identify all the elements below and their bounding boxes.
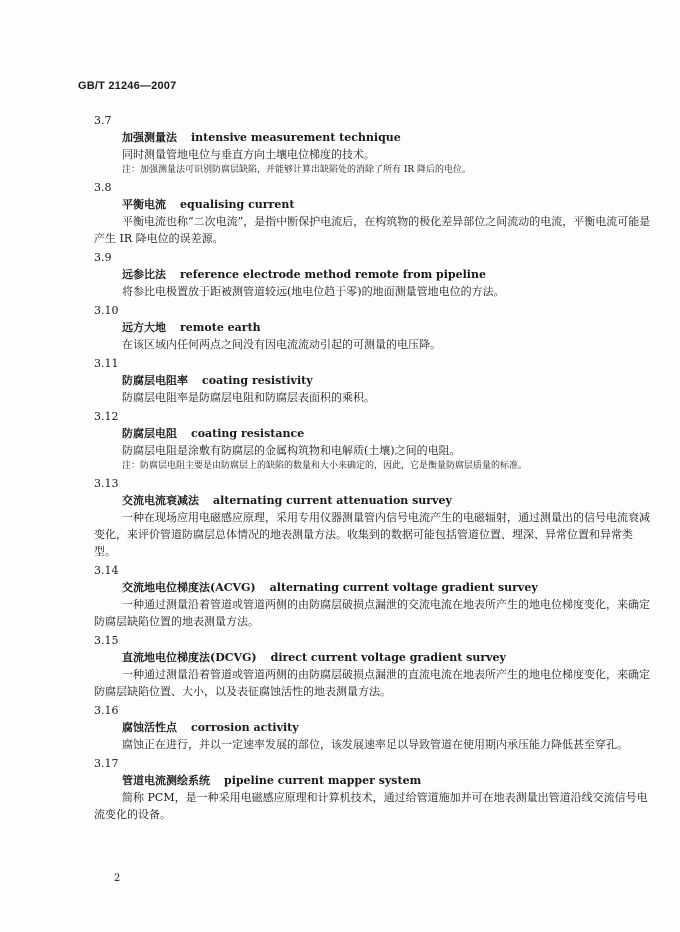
term-number: 3.7 — [94, 114, 112, 127]
term-english: direct current voltage gradient survey — [270, 651, 506, 664]
term-number: 3.13 — [94, 477, 119, 490]
term-entry — [94, 755, 654, 823]
term-definition: 一种在现场应用电磁感应原理，采用专用仪器测量管内信号电流产生的电磁辐射，通过测量出的信号电流衰减变化，来评价管道防腐层总体情况的地表测量方法。收集到的数据可能包括管道位置、埋深、异常位置和异常类型。 — [94, 511, 650, 558]
term-title — [122, 129, 654, 146]
term-english: pipeline current mapper system — [224, 774, 422, 787]
term-chinese: 管道电流测绘系统 — [122, 774, 210, 787]
page-number: 2 — [114, 873, 121, 884]
term-number: 3.12 — [94, 410, 119, 423]
term-title — [122, 719, 654, 736]
term-definition: 将参比电极置放于距被测管道较远(地电位趋于零)的地面测量管地电位的方法。 — [122, 285, 505, 298]
term-title — [122, 319, 654, 336]
term-english: corrosion activity — [191, 721, 299, 734]
term-english: intensive measurement technique — [191, 131, 401, 144]
term-entry — [94, 408, 654, 473]
term-number: 3.15 — [94, 634, 119, 647]
term-title — [122, 492, 654, 509]
term-entry — [94, 702, 654, 753]
term-definition: 平衡电流也称“二次电流”，是指中断保护电流后，在构筑物的极化差异部位之间流动的电流，平衡电流可能是产生 IR 降电位的误差源。 — [94, 215, 651, 245]
term-number: 3.10 — [94, 304, 119, 317]
term-note: 注：加强测量法可识别防腐层缺陷，并能够计算出缺陷处的消除了所有 IR 降后的电位。 — [122, 165, 472, 175]
term-english: coating resistivity — [202, 374, 313, 387]
term-entry — [94, 355, 654, 406]
term-number: 3.9 — [94, 251, 112, 264]
term-definition: 腐蚀正在进行，并以一定速率发展的部位，该发展速率足以导致管道在使用期内承压能力降低甚至穿孔。 — [122, 738, 628, 751]
standard-header: GB/T 21246—2007 — [78, 80, 177, 92]
term-entry — [94, 302, 654, 353]
term-english: equalising current — [180, 198, 295, 211]
term-definition: 同时测量管地电位与垂直方向土壤电位梯度的技术。 — [122, 148, 375, 161]
term-entry — [94, 112, 654, 177]
term-chinese: 直流地电位梯度法(DCVG) — [122, 651, 257, 664]
term-title — [122, 579, 654, 596]
term-chinese: 腐蚀活性点 — [122, 721, 177, 734]
term-number: 3.14 — [94, 564, 119, 577]
term-english: coating resistance — [191, 427, 305, 440]
term-title — [122, 196, 654, 213]
terms-list — [94, 112, 654, 825]
term-note: 注：防腐层电阻主要是由防腐层上的缺陷的数量和大小来确定的，因此，它是衡量防腐层质量的标准。 — [122, 461, 528, 471]
term-definition: 在该区域内任何两点之间没有因电流流动引起的可测量的电压降。 — [122, 338, 441, 351]
term-number: 3.11 — [94, 357, 119, 370]
term-entry — [94, 562, 654, 630]
term-english: alternating current attenuation survey — [213, 494, 452, 507]
term-title — [122, 772, 654, 789]
term-definition: 防腐层电阻是涂敷有防腐层的金属构筑物和电解质(土壤)之间的电阻。 — [122, 444, 461, 457]
term-number: 3.17 — [94, 757, 119, 770]
term-definition: 一种通过测量沿着管道或管道两侧的由防腐层破损点漏泄的直流电流在地表所产生的地电位梯度变化，来确定防腐层缺陷位置、大小，以及表征腐蚀活性的地表测量方法。 — [94, 668, 650, 698]
term-definition: 防腐层电阻率是防腐层电阻和防腐层表面积的乘积。 — [122, 391, 375, 404]
term-definition: 一种通过测量沿着管道或管道两侧的由防腐层破损点漏泄的交流电流在地表所产生的地电位梯度变化，来确定防腐层缺陷位置的地表测量方法。 — [94, 598, 650, 628]
term-entry — [94, 475, 654, 560]
term-number: 3.16 — [94, 704, 119, 717]
term-chinese: 交流地电位梯度法(ACVG) — [122, 581, 256, 594]
term-english: remote earth — [180, 321, 261, 334]
term-entry — [94, 179, 654, 247]
term-chinese: 防腐层电阻 — [122, 427, 177, 440]
term-chinese: 远参比法 — [122, 268, 166, 281]
term-chinese: 加强测量法 — [122, 131, 177, 144]
term-english: alternating current voltage gradient survey — [269, 581, 538, 594]
term-definition: 简称 PCM，是一种采用电磁感应原理和计算机技术，通过给管道施加并可在地表测量出管道沿线交流信号电流变化的设备。 — [94, 791, 648, 821]
term-title — [122, 649, 654, 666]
term-english: reference electrode method remote from pipeline — [180, 268, 486, 281]
term-title — [122, 266, 654, 283]
term-number: 3.8 — [94, 181, 112, 194]
term-chinese: 远方大地 — [122, 321, 166, 334]
term-chinese: 防腐层电阻率 — [122, 374, 188, 387]
term-entry — [94, 632, 654, 700]
term-chinese: 平衡电流 — [122, 198, 166, 211]
term-entry — [94, 249, 654, 300]
term-title — [122, 425, 654, 442]
term-title — [122, 372, 654, 389]
term-chinese: 交流电流衰减法 — [122, 494, 199, 507]
